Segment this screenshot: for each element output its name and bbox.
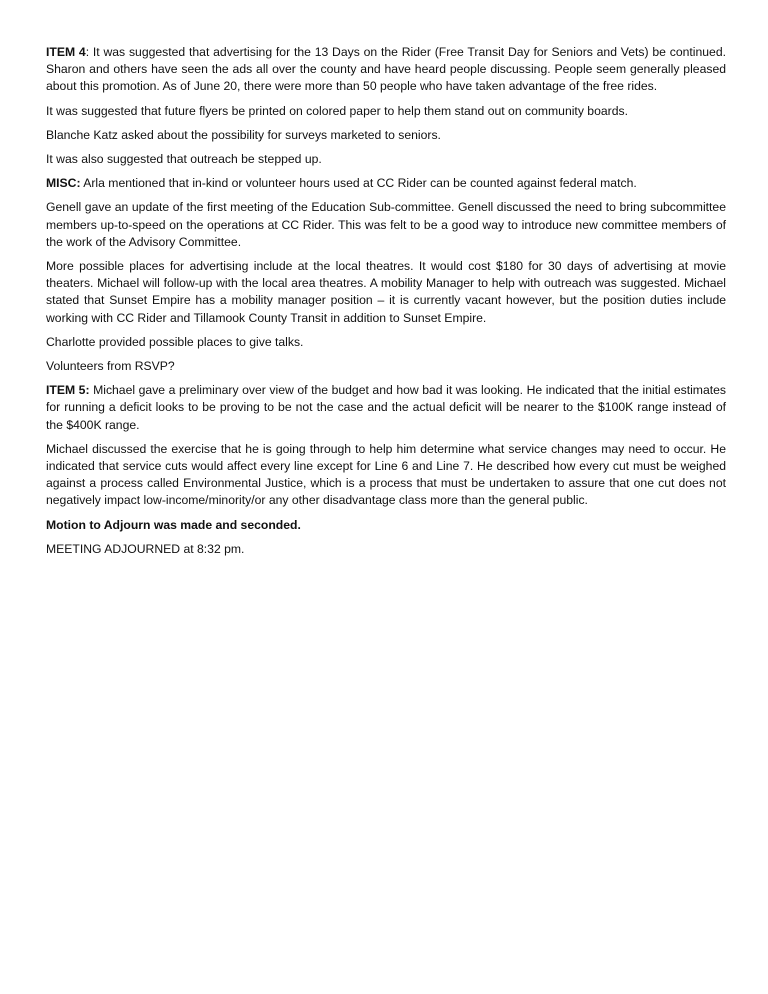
outreach-paragraph [46, 151, 726, 168]
item-5-text: Michael gave a preliminary over view of the budget and how bad it was looking. He indicated that the initial estimates for running a deficit looks to be proving to be not the case and the actual deficit will be nearer to the $100K range instead of the $400K range. [46, 383, 726, 432]
misc-paragraph [46, 175, 726, 192]
item-5-label: ITEM 5: [46, 383, 90, 398]
misc-label: MISC: [46, 176, 81, 191]
flyers-paragraph [46, 103, 726, 120]
item-4-paragraph [46, 44, 726, 96]
talks-paragraph [46, 334, 726, 351]
item-5-paragraph [46, 382, 726, 434]
outreach-text: It was also suggested that outreach be stepped up. [46, 152, 322, 167]
flyers-text: It was suggested that future flyers be printed on colored paper to help them stand out on community boards. [46, 103, 628, 118]
motion-line: Motion to Adjourn was made and seconded. [46, 517, 301, 532]
volunteers-paragraph [46, 358, 726, 375]
misc-text: Arla mentioned that in-kind or volunteer hours used at CC Rider can be counted against federal match. [80, 176, 637, 191]
advertising-paragraph [46, 258, 726, 327]
education-subcommittee-text: Genell gave an update of the first meeting of the Education Sub-committee. Genell discussed the need to bring subcommittee members up-to-speed on the operations at CC Rider. This was felt to be a good way to introduce new committee members of the work of the Advisory Committee. [46, 200, 726, 249]
advertising-text: More possible places for advertising include at the local theatres. It would cost $180 for 30 days of advertising at movie theaters. Michael will follow-up with the local area theatres. A mobility Manager to help with outreach was suggested. Michael stated that Sunset Empire has a mobility manager position – it is currently vacant however, but the position duties include working with CC Rider and Tillamook County Transit in addition to Sunset Empire. [46, 259, 726, 325]
education-subcommittee-paragraph [46, 199, 726, 251]
item-4-label: ITEM 4 [46, 45, 86, 59]
talks-text: Charlotte provided possible places to give talks. [46, 334, 304, 349]
surveys-text: Blanche Katz asked about the possibility for surveys marketed to seniors. [46, 127, 441, 142]
item-4-text: : It was suggested that advertising for the 13 Days on the Rider (Free Transit Day for Seniors and Vets) be continued. Sharon and others have seen the ads all over the county and have heard people discussing. People seem generally pleased about this promotion. As of June 20, there were more than 50 people who have taken advantage of the free rides. [46, 45, 726, 94]
volunteers-text: Volunteers from RSVP? [46, 359, 175, 374]
service-changes-text: Michael discussed the exercise that he is going through to help him determine what service changes may need to occur. He indicated that service cuts would affect every line except for Line 6 and Line 7. He described how every cut must be weighed against a process called Environmental Justice, which is a process that must be undertaken to assure that one cut does not negatively impact low-income/minority/or any other disadvantage class more than the general public. [46, 441, 726, 508]
service-changes-paragraph [46, 441, 726, 510]
surveys-paragraph [46, 127, 726, 144]
meeting-minutes-page [46, 44, 726, 565]
adjourned-line: MEETING ADJOURNED at 8:32 pm. [46, 541, 245, 556]
